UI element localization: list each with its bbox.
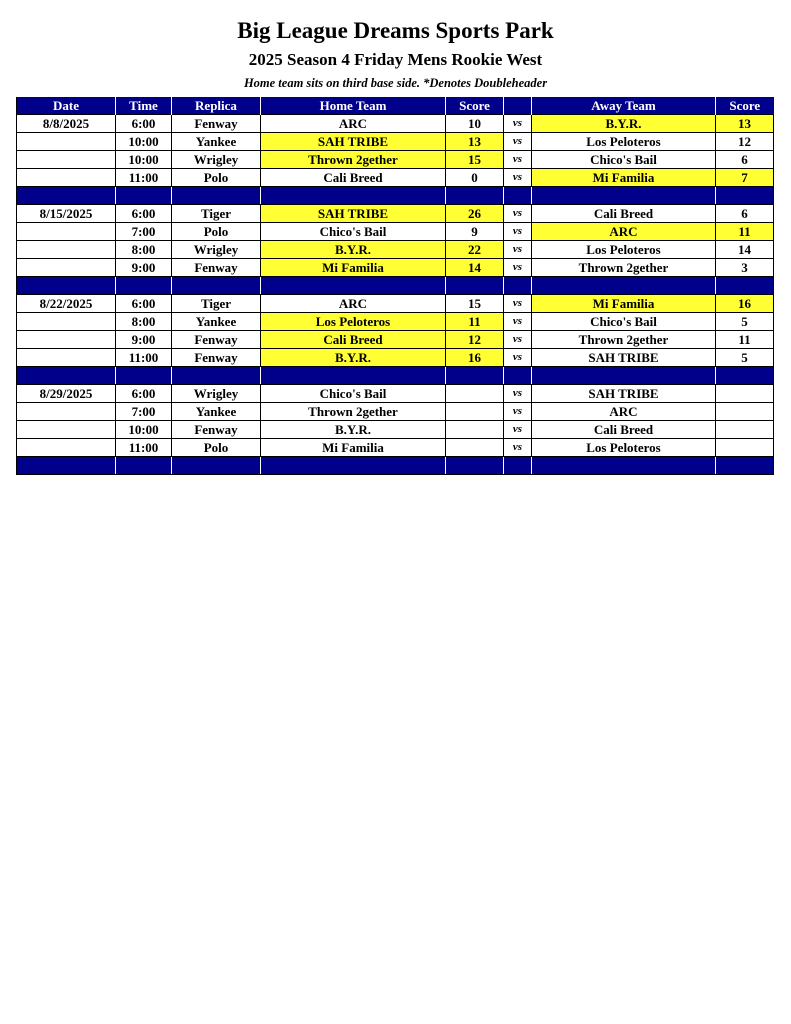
table-row	[17, 133, 774, 151]
cell-date	[17, 421, 116, 439]
schedule-table	[16, 97, 774, 475]
cell-date	[17, 169, 116, 187]
cell-vs: vs	[504, 295, 532, 313]
cell-away: Chico's Bail	[532, 151, 716, 169]
table-header-row	[17, 97, 774, 115]
cell-away-score: 5	[716, 313, 774, 331]
cell-time: 11:00	[116, 439, 172, 457]
separator-cell	[504, 277, 532, 295]
separator-cell	[17, 457, 116, 475]
cell-time: 10:00	[116, 133, 172, 151]
separator-cell	[172, 277, 261, 295]
table-row	[17, 115, 774, 133]
separator-cell	[504, 187, 532, 205]
table-row	[17, 241, 774, 259]
separator-cell	[172, 457, 261, 475]
cell-away: SAH TRIBE	[532, 349, 716, 367]
separator-cell	[116, 277, 172, 295]
cell-replica: Polo	[172, 169, 261, 187]
cell-home-score: 14	[446, 259, 504, 277]
header-vs	[504, 97, 532, 115]
table-row	[17, 169, 774, 187]
table-row	[17, 313, 774, 331]
cell-home: Chico's Bail	[261, 385, 446, 403]
week-separator-row	[17, 367, 774, 385]
cell-home: ARC	[261, 295, 446, 313]
cell-home: ARC	[261, 115, 446, 133]
cell-vs: vs	[504, 151, 532, 169]
cell-vs: vs	[504, 421, 532, 439]
table-row	[17, 259, 774, 277]
cell-replica: Yankee	[172, 133, 261, 151]
cell-home-score: 11	[446, 313, 504, 331]
cell-date: 8/15/2025	[17, 205, 116, 223]
cell-replica: Fenway	[172, 259, 261, 277]
header-date: Date	[17, 97, 116, 115]
cell-away-score	[716, 439, 774, 457]
cell-replica: Fenway	[172, 349, 261, 367]
cell-vs: vs	[504, 349, 532, 367]
cell-away-score: 14	[716, 241, 774, 259]
cell-replica: Yankee	[172, 403, 261, 421]
cell-away-score	[716, 421, 774, 439]
cell-replica: Polo	[172, 439, 261, 457]
cell-vs: vs	[504, 385, 532, 403]
cell-home: Mi Familia	[261, 259, 446, 277]
separator-cell	[446, 277, 504, 295]
separator-cell	[172, 187, 261, 205]
cell-home-score: 15	[446, 151, 504, 169]
cell-replica: Fenway	[172, 421, 261, 439]
cell-time: 7:00	[116, 223, 172, 241]
cell-away-score: 6	[716, 151, 774, 169]
separator-cell	[261, 187, 446, 205]
cell-time: 9:00	[116, 331, 172, 349]
cell-vs: vs	[504, 115, 532, 133]
separator-cell	[17, 277, 116, 295]
header-home-score: Score	[446, 97, 504, 115]
cell-replica: Fenway	[172, 115, 261, 133]
cell-replica: Fenway	[172, 331, 261, 349]
cell-home: Thrown 2gether	[261, 403, 446, 421]
table-row	[17, 349, 774, 367]
cell-home: SAH TRIBE	[261, 133, 446, 151]
separator-cell	[17, 367, 116, 385]
separator-cell	[172, 367, 261, 385]
separator-cell	[446, 367, 504, 385]
cell-vs: vs	[504, 403, 532, 421]
cell-date	[17, 259, 116, 277]
cell-time: 9:00	[116, 259, 172, 277]
cell-time: 11:00	[116, 169, 172, 187]
cell-away: Thrown 2gether	[532, 259, 716, 277]
separator-cell	[532, 367, 716, 385]
cell-replica: Tiger	[172, 205, 261, 223]
table-row	[17, 421, 774, 439]
cell-home-score	[446, 403, 504, 421]
cell-away: ARC	[532, 403, 716, 421]
cell-home: B.Y.R.	[261, 241, 446, 259]
header-home-team: Home Team	[261, 97, 446, 115]
cell-date	[17, 241, 116, 259]
table-row	[17, 151, 774, 169]
cell-home: Thrown 2gether	[261, 151, 446, 169]
table-row	[17, 223, 774, 241]
cell-away-score: 3	[716, 259, 774, 277]
cell-home-score	[446, 385, 504, 403]
cell-replica: Yankee	[172, 313, 261, 331]
header-away-team: Away Team	[532, 97, 716, 115]
cell-away: Thrown 2gether	[532, 331, 716, 349]
cell-home-score: 0	[446, 169, 504, 187]
cell-away-score: 5	[716, 349, 774, 367]
table-row	[17, 403, 774, 421]
cell-date: 8/8/2025	[17, 115, 116, 133]
cell-away-score: 6	[716, 205, 774, 223]
cell-away: Los Peloteros	[532, 133, 716, 151]
table-row	[17, 385, 774, 403]
cell-time: 8:00	[116, 313, 172, 331]
header-away-score: Score	[716, 97, 774, 115]
separator-cell	[716, 367, 774, 385]
cell-vs: vs	[504, 223, 532, 241]
cell-time: 8:00	[116, 241, 172, 259]
cell-replica: Tiger	[172, 295, 261, 313]
cell-home-score: 16	[446, 349, 504, 367]
page-subtitle: 2025 Season 4 Friday Mens Rookie West	[248, 50, 543, 69]
separator-cell	[261, 457, 446, 475]
cell-replica: Wrigley	[172, 151, 261, 169]
page-title: Big League Dreams Sports Park	[237, 18, 554, 43]
cell-time: 6:00	[116, 385, 172, 403]
separator-cell	[504, 457, 532, 475]
cell-replica: Polo	[172, 223, 261, 241]
cell-home: Los Peloteros	[261, 313, 446, 331]
cell-home-score	[446, 439, 504, 457]
cell-away: Cali Breed	[532, 205, 716, 223]
cell-vs: vs	[504, 313, 532, 331]
separator-cell	[504, 367, 532, 385]
cell-time: 10:00	[116, 151, 172, 169]
cell-vs: vs	[504, 241, 532, 259]
cell-time: 6:00	[116, 115, 172, 133]
cell-home-score: 15	[446, 295, 504, 313]
cell-away: B.Y.R.	[532, 115, 716, 133]
cell-home-score	[446, 421, 504, 439]
cell-away: Los Peloteros	[532, 439, 716, 457]
cell-away: Chico's Bail	[532, 313, 716, 331]
cell-vs: vs	[504, 205, 532, 223]
cell-home: Cali Breed	[261, 331, 446, 349]
separator-cell	[116, 187, 172, 205]
cell-date	[17, 439, 116, 457]
separator-cell	[17, 187, 116, 205]
week-separator-row	[17, 457, 774, 475]
cell-home-score: 12	[446, 331, 504, 349]
cell-away-score: 12	[716, 133, 774, 151]
cell-home: B.Y.R.	[261, 349, 446, 367]
cell-vs: vs	[504, 133, 532, 151]
cell-home-score: 13	[446, 133, 504, 151]
cell-time: 6:00	[116, 295, 172, 313]
separator-cell	[532, 187, 716, 205]
cell-away: Mi Familia	[532, 295, 716, 313]
cell-date	[17, 313, 116, 331]
cell-time: 11:00	[116, 349, 172, 367]
week-separator-row	[17, 187, 774, 205]
cell-home-score: 22	[446, 241, 504, 259]
cell-away-score	[716, 385, 774, 403]
cell-time: 7:00	[116, 403, 172, 421]
cell-date	[17, 349, 116, 367]
cell-vs: vs	[504, 259, 532, 277]
separator-cell	[116, 367, 172, 385]
cell-time: 6:00	[116, 205, 172, 223]
separator-cell	[716, 187, 774, 205]
cell-away: Los Peloteros	[532, 241, 716, 259]
header-replica: Replica	[172, 97, 261, 115]
cell-away-score	[716, 403, 774, 421]
separator-cell	[261, 367, 446, 385]
cell-replica: Wrigley	[172, 385, 261, 403]
cell-vs: vs	[504, 169, 532, 187]
separator-cell	[116, 457, 172, 475]
separator-cell	[446, 187, 504, 205]
cell-away: Cali Breed	[532, 421, 716, 439]
cell-date	[17, 403, 116, 421]
schedule-note: Home team sits on third base side. *Denotes Doubleheader	[243, 76, 548, 90]
cell-home-score: 26	[446, 205, 504, 223]
table-row	[17, 205, 774, 223]
cell-away: SAH TRIBE	[532, 385, 716, 403]
week-separator-row	[17, 277, 774, 295]
separator-cell	[261, 277, 446, 295]
separator-cell	[716, 457, 774, 475]
header-time: Time	[116, 97, 172, 115]
cell-home-score: 10	[446, 115, 504, 133]
cell-home: B.Y.R.	[261, 421, 446, 439]
cell-date: 8/22/2025	[17, 295, 116, 313]
cell-away-score: 13	[716, 115, 774, 133]
cell-home-score: 9	[446, 223, 504, 241]
cell-date: 8/29/2025	[17, 385, 116, 403]
cell-home: Chico's Bail	[261, 223, 446, 241]
cell-time: 10:00	[116, 421, 172, 439]
cell-date	[17, 133, 116, 151]
separator-cell	[532, 277, 716, 295]
cell-home: Mi Familia	[261, 439, 446, 457]
separator-cell	[716, 277, 774, 295]
table-row	[17, 295, 774, 313]
cell-away-score: 7	[716, 169, 774, 187]
cell-vs: vs	[504, 439, 532, 457]
cell-away: ARC	[532, 223, 716, 241]
cell-home: Cali Breed	[261, 169, 446, 187]
table-row	[17, 331, 774, 349]
separator-cell	[446, 457, 504, 475]
cell-away-score: 11	[716, 223, 774, 241]
cell-replica: Wrigley	[172, 241, 261, 259]
cell-vs: vs	[504, 331, 532, 349]
separator-cell	[532, 457, 716, 475]
cell-away-score: 11	[716, 331, 774, 349]
cell-away: Mi Familia	[532, 169, 716, 187]
cell-away-score: 16	[716, 295, 774, 313]
table-row	[17, 439, 774, 457]
cell-home: SAH TRIBE	[261, 205, 446, 223]
cell-date	[17, 331, 116, 349]
cell-date	[17, 223, 116, 241]
cell-date	[17, 151, 116, 169]
